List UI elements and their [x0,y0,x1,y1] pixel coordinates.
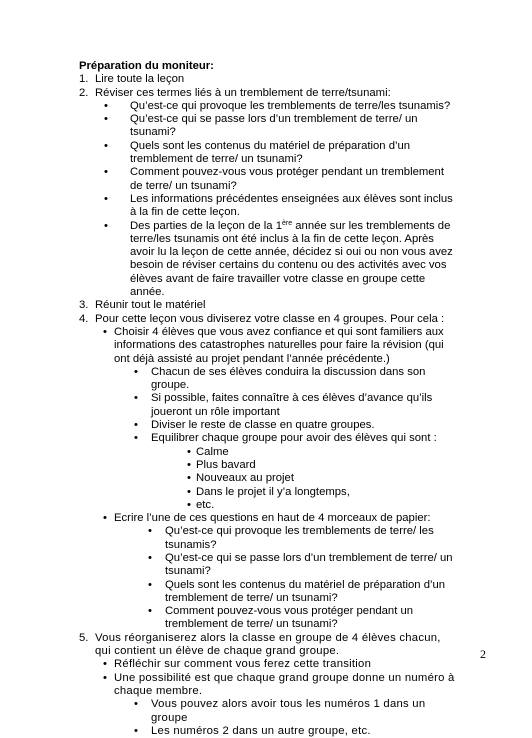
item-number: 5. [79,631,89,644]
bullet-icon: • [103,512,107,525]
bullet-icon: • [103,325,107,338]
trait-item [187,486,459,499]
bullet-text: Ecrire l’une de ces questions en haut de 4 morceaux de papier: [114,512,431,525]
trait-item [187,446,459,459]
list-item [79,73,459,86]
bullet-icon: • [104,139,108,152]
bullet-text: Réfléchir sur comment vous ferez cette transition [114,658,372,671]
sub-bullet-item [148,605,459,632]
bullet-icon: • [187,445,191,458]
bullet-text: Comment pouvez-vous vous protéger pendant un tremblement de terre/ un tsunami? [130,166,444,192]
bullet-list [104,99,459,299]
trait-text: etc. [196,498,215,511]
trait-text: Plus bavard [196,458,256,471]
text-fragment: Des parties de la leçon de la 1 [130,219,282,232]
bullet-icon: • [187,485,191,498]
document-body [79,60,459,738]
bullet-text: Chacun de ses élèves conduira la discussion dans son groupe. [151,365,426,392]
list-item-text: Pour cette leçon vous diviserez votre classe en 4 groupes. Pour cela : [95,312,445,325]
bullet-text: Les numéros 2 dans un autre groupe, etc. [151,724,371,737]
bullet-icon: • [187,458,191,471]
sub-bullet-item [148,552,459,579]
bullet-icon: • [134,392,138,405]
trait-text: Dans le projet il y’a longtemps, [196,485,350,498]
list-item [79,632,459,738]
sub-bullet-item [134,392,459,419]
bullet-text: Quels sont les contenus du matériel de préparation d’un tremblement de terre/ un tsunami? [130,139,411,166]
bullet-text: Diviser le reste de classe en quatre groupes. [151,419,375,432]
bullet-icon: • [187,472,191,485]
list-item [79,313,459,632]
bullet-item [103,658,459,671]
bullet-text: Choisir 4 élèves que vous avez confiance et qui sont familiers aux informations des catastrophes naturelles pour faire la révision (qui ont déjà assisté au projet pendant l’année précédente.) [114,325,444,365]
list-item-text: Réviser ces termes liés à un tremblement de terre/tsunami: [95,86,391,99]
trait-item [187,499,459,512]
sub-bullet-item [134,725,459,738]
bullet-item [103,512,459,632]
bullet-item [104,192,459,220]
bullet-text: Vous pouvez alors avoir tous les numéros 1 dans un groupe [151,698,426,724]
bullet-icon: • [148,578,152,591]
bullet-icon: • [104,219,108,232]
sub-bullet-item [134,432,459,512]
trait-list [187,446,459,512]
bullet-icon: • [104,166,108,179]
sub-bullet-list [148,525,459,631]
numbered-list [79,73,459,738]
list-item-text: Réunir tout le matériel [95,299,206,312]
bullet-text: Les informations précédentes enseignées aux élèves sont inclus à la fin de cette leçon. [130,192,453,219]
trait-text: Calme [196,445,229,458]
bullet-text: Une possibilité est que chaque grand groupe donne un numéro à chaque membre. [114,671,455,697]
bullet-icon: • [134,698,139,711]
text-fragment: année sur les tremblements de terre/les tsunamis ont été inclus à la fin de cette leçon. Après avoir lu la leçon de cette année, décidez si oui ou non vous avez besoin de réviser certains du contenu ou des activités avec vos élèves avant de faire travailler votre classe en groupe cette année. [130,219,453,299]
bullet-icon: • [103,658,108,671]
bullet-text: Comment pouvez-vous vous protéger pendant un tremblement de terre/ un tsunami? [165,605,414,631]
item-number: 1. [79,73,89,86]
sub-bullet-list [134,698,459,738]
item-number: 2. [79,86,89,99]
item-number: 3. [79,299,89,312]
bullet-text: Qu’est-ce qui se passe lors d’un tremblement de terre/ un tsunami? [130,113,418,139]
bullet-icon: • [104,192,108,205]
list-item [79,87,459,300]
page-number: 2 [480,647,486,661]
bullet-item [104,219,459,300]
sub-bullet-item [134,698,459,725]
bullet-icon: • [104,99,108,112]
bullet-text: Si possible, faites connaître à ces élèves d’avance qu’ils joueront un rôle important [151,392,433,418]
sub-bullet-item [148,525,459,552]
bullet-item [104,139,459,167]
list-item [79,299,459,312]
bullet-text: Quels sont les contenus du matériel de préparation d’un tremblement de terre/ un tsunami? [165,578,446,604]
bullet-icon: • [134,419,138,432]
bullet-item [104,99,459,113]
sub-bullet-item [134,366,459,393]
bullet-item [103,326,459,512]
bullet-icon: • [134,432,138,445]
bullet-list [103,658,459,738]
bullet-text: Qu’est-ce qui provoque les tremblements de terre/les tsunamis? [130,99,451,112]
bullet-text: Qu’est-ce qui se passe lors d’un tremblement de terre/ un tsunami? [165,551,453,578]
bullet-icon: • [134,724,139,737]
bullet-icon: • [148,525,152,538]
bullet-list [103,326,459,632]
trait-item [187,459,459,472]
bullet-icon: • [104,113,108,126]
list-item-text: Lire toute la leçon [95,73,185,86]
bullet-icon: • [148,551,152,564]
bullet-text: Qu’est-ce qui provoque les tremblements de terre/ les tsunamis? [165,525,434,551]
bullet-text: Equilibrer chaque groupe pour avoir des élèves qui sont : [151,432,437,445]
bullet-item [103,672,459,738]
trait-text: Nouveaux au projet [196,472,294,485]
bullet-icon: • [187,498,191,511]
bullet-icon: • [134,365,138,378]
sub-bullet-item [148,579,459,606]
bullet-icon: • [103,671,108,684]
item-number: 4. [79,312,89,325]
list-item-text: Vous réorganiserez alors la classe en groupe de 4 élèves chacun, qui contient un élève de chaque grand groupe. [95,631,441,658]
bullet-item [104,113,459,140]
sub-bullet-list [134,366,459,512]
bullet-item [104,166,459,193]
superscript: ère [281,219,293,227]
bullet-icon: • [148,605,152,618]
section-heading: Préparation du moniteur: [79,60,214,72]
sub-bullet-item [134,419,459,432]
bullet-text [130,220,453,298]
trait-item [187,472,459,485]
